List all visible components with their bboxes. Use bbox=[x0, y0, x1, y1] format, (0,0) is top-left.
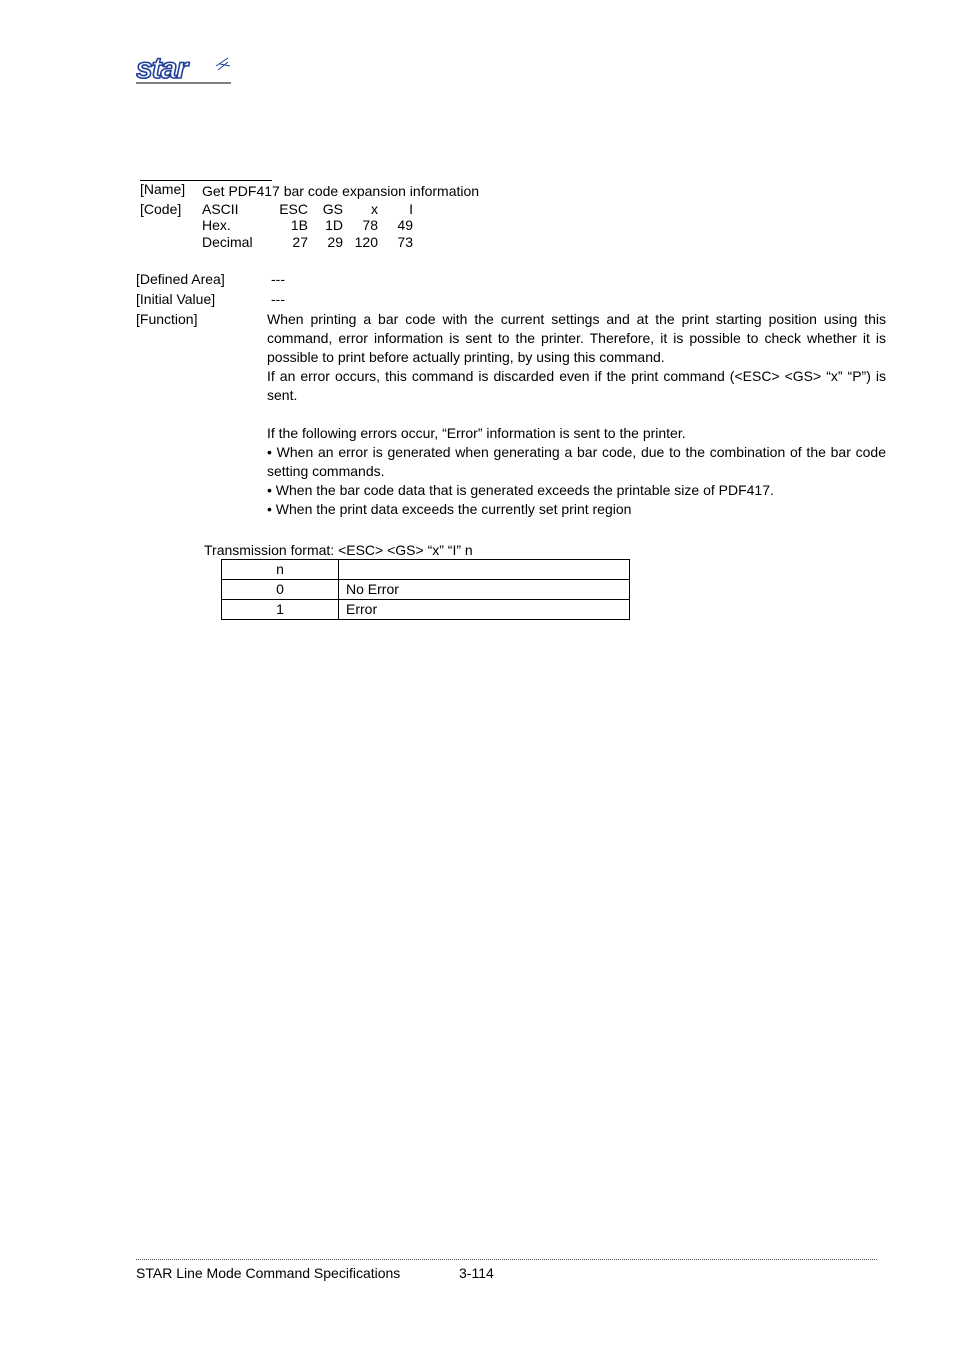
name-label: [Name] bbox=[140, 181, 186, 197]
defined-area-label: [Defined Area] bbox=[136, 271, 225, 287]
command-name: Get PDF417 bar code expansion information bbox=[202, 183, 480, 199]
code-cell: 1B bbox=[290, 217, 308, 233]
code-cell: x bbox=[371, 201, 378, 217]
function-paragraph: When printing a bar code with the current settings and at the print starting position using this command, error information is sent to the printer. Therefore, it is possible to check whether it is possible to print before actually printing, by using this command. bbox=[267, 311, 886, 365]
error-bullet: • When the print data exceeds the currently set print region bbox=[267, 501, 632, 517]
code-cell: 49 bbox=[397, 217, 413, 233]
defined-area-value: --- bbox=[271, 271, 285, 287]
code-row-label: Hex. bbox=[202, 217, 231, 233]
table-cell: Error bbox=[339, 600, 630, 620]
table-header-cell: n bbox=[222, 560, 339, 580]
transmission-format: Transmission format: <ESC> <GS> “x” “I” n bbox=[204, 542, 473, 558]
table-header-row bbox=[222, 560, 630, 580]
svg-text:star: star bbox=[136, 52, 188, 84]
code-cell: GS bbox=[322, 201, 343, 217]
error-bullet: • When an error is generated when generating a bar code, due to the combination of the bar code setting commands. bbox=[267, 444, 886, 479]
error-bullet: • When the bar code data that is generated exceeds the printable size of PDF417. bbox=[267, 482, 774, 498]
function-label: [Function] bbox=[136, 311, 198, 327]
code-cell: ESC bbox=[279, 201, 308, 217]
footer-title: STAR Line Mode Command Specifications bbox=[136, 1265, 401, 1281]
code-cell: 73 bbox=[397, 234, 413, 250]
table-row bbox=[222, 580, 630, 600]
table-cell: 1 bbox=[222, 600, 339, 620]
initial-value-label: [Initial Value] bbox=[136, 291, 216, 307]
code-cell: 1D bbox=[325, 217, 343, 233]
initial-value-value: --- bbox=[271, 291, 285, 307]
code-row-label: ASCII bbox=[202, 201, 239, 217]
code-cell: 27 bbox=[292, 234, 308, 250]
errors-intro: If the following errors occur, “Error” information is sent to the printer. bbox=[267, 425, 686, 441]
code-cell: I bbox=[409, 201, 413, 217]
code-cell: 78 bbox=[362, 217, 378, 233]
page-number: 3-114 bbox=[459, 1265, 494, 1281]
code-cell: 120 bbox=[354, 234, 378, 250]
function-paragraph: If an error occurs, this command is discarded even if the print command (<ESC> <GS> “x” “P”) is sent. bbox=[267, 368, 886, 403]
code-row-label: Decimal bbox=[202, 234, 253, 250]
star-logo bbox=[136, 52, 232, 84]
footer-rule bbox=[136, 1259, 877, 1260]
table-cell: No Error bbox=[339, 580, 630, 600]
table-cell: 0 bbox=[222, 580, 339, 600]
table-header-cell bbox=[339, 560, 630, 580]
blank-line bbox=[267, 405, 886, 424]
table-row bbox=[222, 600, 630, 620]
function-description bbox=[267, 310, 886, 519]
code-cell: 29 bbox=[327, 234, 343, 250]
code-label: [Code] bbox=[140, 201, 182, 217]
response-table bbox=[221, 559, 630, 620]
